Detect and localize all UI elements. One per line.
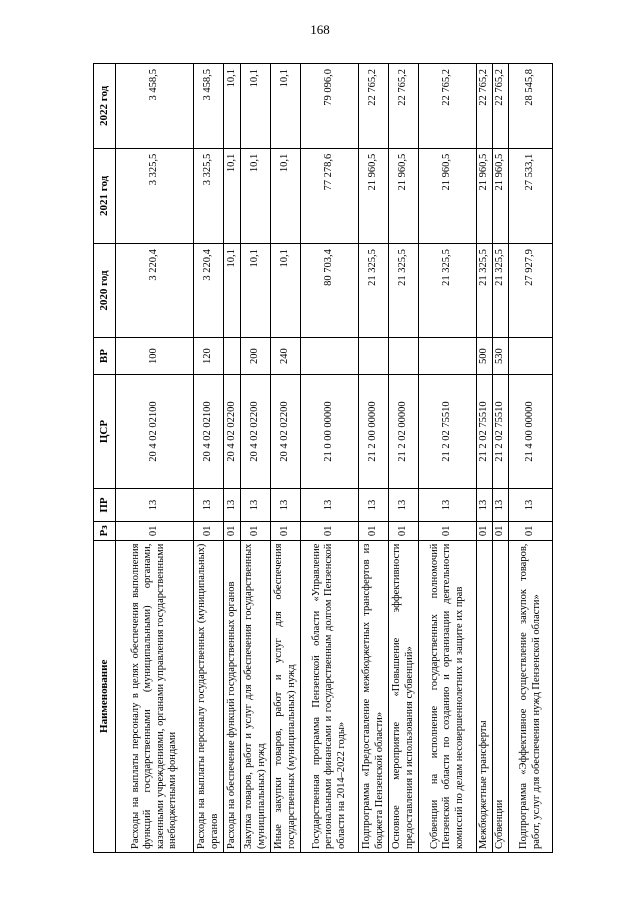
row-rz: 01: [241, 522, 271, 541]
table-row: [493, 64, 509, 853]
table-row: [389, 64, 419, 853]
row-rz: 01: [301, 522, 359, 541]
row-name: Расходы на выплаты персоналу в целях обеспечения выполнения функций государственными (муниципальными) органами, казенными учреждениями, органами управления государственными внебюджетными фондами: [116, 540, 194, 852]
row-csr: 21 2 02 00000: [389, 375, 419, 489]
row-2020: 21 325,5: [359, 244, 389, 338]
row-2022: 3 458,5: [194, 64, 224, 149]
row-pr: 13: [271, 488, 301, 521]
row-name: Подпрограмма «Предоставление межбюджетных трансфертов из бюджета Пензенской области»: [359, 540, 389, 852]
row-pr: 13: [493, 488, 509, 521]
row-rz: 01: [419, 522, 477, 541]
row-name: Расходы на обеспечение функций государственных органов: [224, 540, 241, 852]
row-name: Межбюджетные трансферты: [477, 540, 493, 852]
row-vr: 530: [493, 338, 509, 375]
budget-table-container: [93, 63, 541, 853]
row-2021: 10,1: [224, 148, 241, 243]
row-2021: 10,1: [241, 148, 271, 243]
row-2021: 21 960,5: [389, 148, 419, 243]
row-2021: 21 960,5: [493, 148, 509, 243]
row-vr: [224, 338, 241, 375]
row-2021: 3 325,5: [116, 148, 194, 243]
row-rz: 01: [224, 522, 241, 541]
row-vr: 120: [194, 338, 224, 375]
row-pr: 13: [116, 488, 194, 521]
row-2022: 79 096,0: [301, 64, 359, 149]
table-row: [419, 64, 477, 853]
row-pr: 13: [359, 488, 389, 521]
row-pr: 13: [389, 488, 419, 521]
header-name: Наименование: [94, 540, 116, 852]
row-csr: 21 2 02 75510: [419, 375, 477, 489]
row-vr: [419, 338, 477, 375]
row-csr: 21 0 00 00000: [301, 375, 359, 489]
row-2021: 10,1: [271, 148, 301, 243]
row-2021: 27 533,1: [509, 148, 553, 243]
row-csr: 21 2 00 00000: [359, 375, 389, 489]
row-name: Субвенции: [493, 540, 509, 852]
row-2020: 21 325,5: [389, 244, 419, 338]
row-2022: 22 765,2: [493, 64, 509, 149]
row-2022: 22 765,2: [389, 64, 419, 149]
row-2022: 22 765,2: [359, 64, 389, 149]
row-2021: 21 960,5: [359, 148, 389, 243]
table-row: [301, 64, 359, 853]
row-name: Государственная программа Пензенской области «Управление региональными финансами и государственным долгом Пензенской области на 2014–2022 годы»: [301, 540, 359, 852]
row-rz: 01: [271, 522, 301, 541]
row-csr: 21 2 02 75510: [477, 375, 493, 489]
row-csr: 20 4 02 02200: [224, 375, 241, 489]
row-csr: 20 4 02 02200: [241, 375, 271, 489]
row-vr: 500: [477, 338, 493, 375]
row-vr: [301, 338, 359, 375]
row-name: Подпрограмма «Эффективное осуществление закупок товаров, работ, услуг для обеспечения нужд Пензенской области»: [509, 540, 553, 852]
row-2020: 3 220,4: [116, 244, 194, 338]
header-rz: Рз: [94, 522, 116, 541]
row-rz: 01: [389, 522, 419, 541]
header-csr: ЦСР: [94, 375, 116, 489]
row-csr: 20 4 02 02100: [116, 375, 194, 489]
row-2021: 21 960,5: [477, 148, 493, 243]
row-2020: 21 325,5: [493, 244, 509, 338]
row-rz: 01: [194, 522, 224, 541]
row-2022: 10,1: [224, 64, 241, 149]
budget-table: [93, 63, 553, 853]
row-pr: 13: [241, 488, 271, 521]
row-2022: 28 545,8: [509, 64, 553, 149]
row-pr: 13: [194, 488, 224, 521]
table-header-row: [94, 64, 116, 853]
row-pr: 13: [301, 488, 359, 521]
row-2020: 3 220,4: [194, 244, 224, 338]
table-row: [359, 64, 389, 853]
row-name: Субвенции на исполнение государственных полномочий Пензенской области по созданию и организации деятельности комиссий по делам несовершеннолетних и защите их прав: [419, 540, 477, 852]
row-rz: 01: [116, 522, 194, 541]
table-row: [116, 64, 194, 853]
table-row: [271, 64, 301, 853]
row-2020: 21 325,5: [419, 244, 477, 338]
row-2022: 22 765,2: [477, 64, 493, 149]
row-2020: 10,1: [271, 244, 301, 338]
row-pr: 13: [509, 488, 553, 521]
row-pr: 13: [419, 488, 477, 521]
row-2021: 77 278,6: [301, 148, 359, 243]
row-2021: 21 960,5: [419, 148, 477, 243]
row-pr: 13: [477, 488, 493, 521]
table-row: [509, 64, 553, 853]
row-2021: 3 325,5: [194, 148, 224, 243]
table-row: [477, 64, 493, 853]
row-rz: 01: [477, 522, 493, 541]
row-vr: [359, 338, 389, 375]
row-vr: 100: [116, 338, 194, 375]
row-rz: 01: [509, 522, 553, 541]
row-csr: 21 4 00 00000: [509, 375, 553, 489]
row-pr: 13: [224, 488, 241, 521]
page-number: 168: [310, 22, 330, 37]
row-2022: 22 765,2: [419, 64, 477, 149]
row-name: Основное мероприятие «Повышение эффективности предоставления и использования субвенций»: [389, 540, 419, 852]
table-row: [194, 64, 224, 853]
header-vr: ВР: [94, 338, 116, 375]
row-csr: 20 4 02 02200: [271, 375, 301, 489]
table-row: [224, 64, 241, 853]
row-csr: 21 2 02 75510: [493, 375, 509, 489]
header-pr: ПР: [94, 488, 116, 521]
row-2020: 10,1: [241, 244, 271, 338]
row-vr: 200: [241, 338, 271, 375]
row-2020: 27 927,9: [509, 244, 553, 338]
row-vr: 240: [271, 338, 301, 375]
row-name: Закупка товаров, работ и услуг для обеспечения государственных (муниципальных) нужд: [241, 540, 271, 852]
row-2020: 80 703,4: [301, 244, 359, 338]
row-name: Иные закупки товаров, работ и услуг для обеспечения государственных (муниципальных) нужд: [271, 540, 301, 852]
row-2022: 3 458,5: [116, 64, 194, 149]
header-2022: 2022 год: [94, 64, 116, 149]
row-rz: 01: [493, 522, 509, 541]
header-2020: 2020 год: [94, 244, 116, 338]
row-2020: 10,1: [224, 244, 241, 338]
row-vr: [389, 338, 419, 375]
row-rz: 01: [359, 522, 389, 541]
row-2022: 10,1: [241, 64, 271, 149]
table-row: [241, 64, 271, 853]
row-name: Расходы на выплаты персоналу государственных (муниципальных) органов: [194, 540, 224, 852]
row-2020: 21 325,5: [477, 244, 493, 338]
row-csr: 20 4 02 02100: [194, 375, 224, 489]
row-2022: 10,1: [271, 64, 301, 149]
row-vr: [509, 338, 553, 375]
header-2021: 2021 год: [94, 148, 116, 243]
